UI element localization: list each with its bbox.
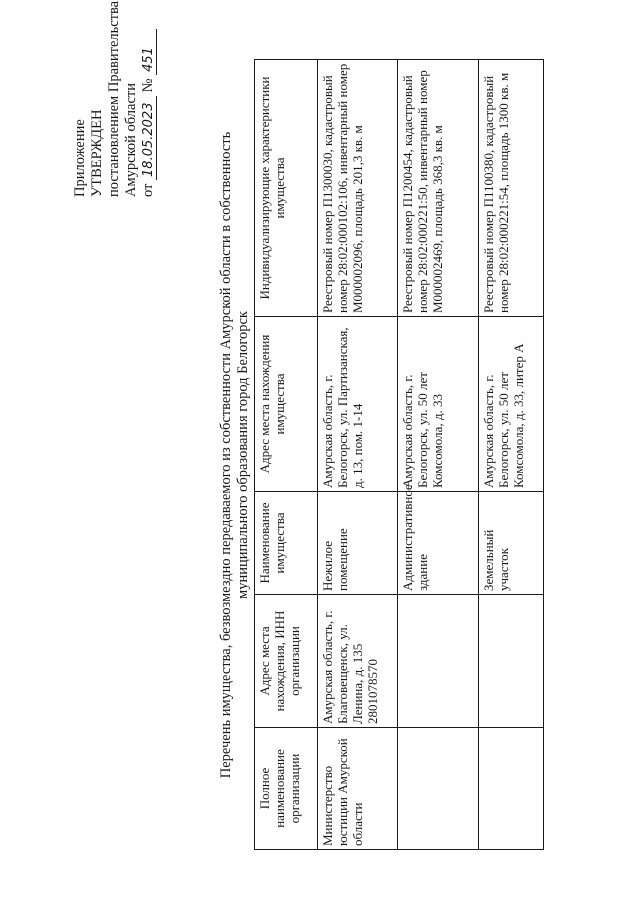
approval-line-region: Амурской области xyxy=(123,83,139,197)
location-cell: Амурская область, г. Белогорск, ул. Партизанская, д. 13, пом. 1-14 xyxy=(318,317,398,492)
org-name-continued-cell xyxy=(479,728,544,850)
approval-line-resolution: постановлением Правительства xyxy=(106,0,122,197)
header-org-address: Адрес места нахождения, ИНН организации xyxy=(255,595,318,728)
header-characteristics: Индивидуализирующие характеристики имущества xyxy=(255,60,318,317)
header-property-location: Адрес места нахождения имущества xyxy=(255,317,318,492)
table-row xyxy=(479,60,544,850)
header-row xyxy=(255,60,318,850)
property-cell: Земельный участок xyxy=(479,492,544,595)
property-cell: Административное здание xyxy=(398,492,479,595)
characteristics-cell: Реестровый номер П1300030, кадастровый номер 28:02:000102:106, инвентарный номер М000002096, площадь 201,3 кв. м xyxy=(318,60,398,317)
date-prefix: от xyxy=(140,183,156,197)
org-address-continued-cell xyxy=(398,595,479,728)
location-cell: Амурская область, г. Белогорск, ул. 50 лет Комсомола, д. 33 xyxy=(398,317,479,492)
approval-date-line xyxy=(140,7,157,197)
location-cell: Амурская область, г. Белогорск, ул. 50 лет Комсомола, д. 33, литер А xyxy=(479,317,544,492)
org-address-cell: Амурская область, г. Благовещенск, ул. Ленина, д. 135 2801078570 xyxy=(318,595,398,728)
approval-block xyxy=(72,0,157,197)
header-org-name: Полное наименование организации xyxy=(255,728,318,850)
header-property-name: Наименование имущества xyxy=(255,492,318,595)
title-line-2: муниципального образования город Белогорск xyxy=(235,311,251,599)
number-sign: № xyxy=(140,78,156,93)
approval-line-approved: УТВЕРЖДЕН xyxy=(89,109,105,197)
handwritten-date: 18.05.2023 xyxy=(142,96,157,180)
org-name-cell: Министерство юстиции Амурской области xyxy=(318,728,398,850)
characteristics-cell: Реестровый номер П1200454, кадастровый номер 28:02:000221:50, инвентарный номер М000002469, площадь 368,3 кв. м xyxy=(398,60,479,317)
table-row xyxy=(398,60,479,850)
approval-line-appendix: Приложение xyxy=(72,119,88,197)
property-cell: Нежилое помещение xyxy=(318,492,398,595)
org-name-continued-cell xyxy=(398,728,479,850)
table-row xyxy=(318,60,398,850)
property-table xyxy=(254,59,544,850)
characteristics-cell: Реестровый номер П1100380, кадастровый номер 28:02:000221:54, площадь 1300 кв. м xyxy=(479,60,544,317)
org-address-continued-cell xyxy=(479,595,544,728)
document-title xyxy=(218,65,252,845)
title-line-1: Перечень имущества, безвозмездно передаваемого из собственности Амурской области в собственность xyxy=(218,131,234,779)
handwritten-number: 451 xyxy=(142,29,157,75)
